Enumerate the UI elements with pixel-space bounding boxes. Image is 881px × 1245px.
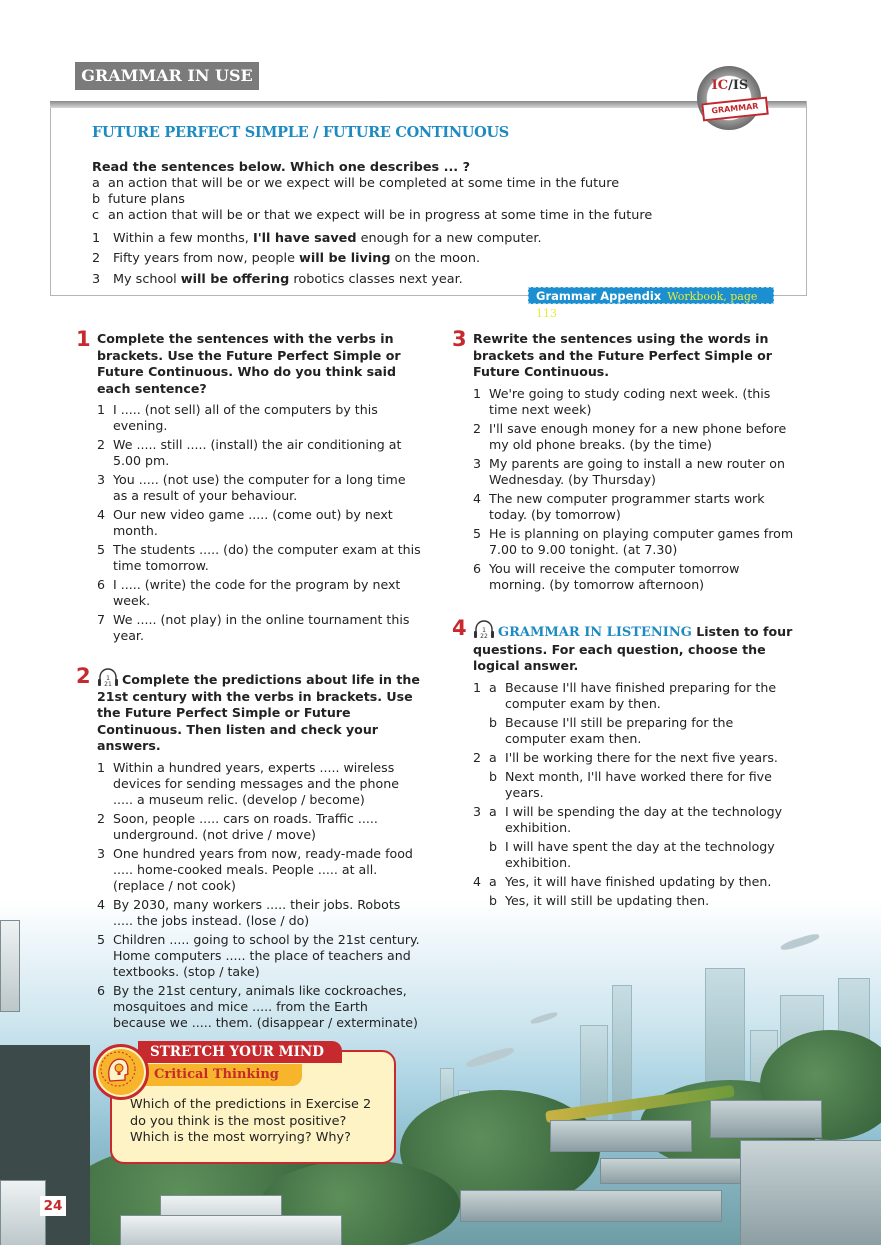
exercise-items bbox=[97, 402, 422, 644]
section-tag: GRAMMAR IN USE bbox=[75, 62, 259, 90]
item-number: 4 bbox=[473, 490, 482, 506]
exercise-item bbox=[473, 715, 797, 747]
item-number: 6 bbox=[97, 982, 106, 998]
item-text: By the 21st century, animals like cockroaches, mosquitoes and mice ..... from the Earth because we ..... them. (disappear / exterminate) bbox=[113, 982, 418, 1030]
exercise-item bbox=[473, 561, 797, 593]
item-text: I will have spent the day at the technology exhibition. bbox=[505, 838, 775, 870]
item-text: By 2030, many workers ..... their jobs. Robots ..... the jobs instead. (lose / do) bbox=[113, 896, 401, 928]
option-key: a bbox=[92, 176, 100, 191]
item-text: My parents are going to install a new router on Wednesday. (by Thursday) bbox=[489, 455, 785, 487]
item-number: 2 bbox=[473, 749, 482, 765]
exercise-item bbox=[473, 421, 797, 453]
exercise-2 bbox=[76, 664, 422, 1034]
example-verb: I'll have saved bbox=[252, 231, 357, 246]
exercise-instruction bbox=[473, 620, 797, 675]
item-text: I ..... (write) the code for the program by next week. bbox=[113, 577, 401, 608]
exercise-instruction: Rewrite the sentences using the words in brackets and the Future Perfect Simple or Future Continuous. bbox=[473, 331, 773, 379]
exercise-item bbox=[473, 839, 797, 871]
item-option-letter: b bbox=[489, 714, 497, 730]
badge-ic: IC bbox=[711, 78, 729, 93]
exercise-item bbox=[473, 526, 797, 558]
badge-slash: / bbox=[728, 78, 733, 93]
grammar-option bbox=[92, 208, 652, 223]
audio-track-number: 1 21 bbox=[104, 675, 112, 688]
exercise-item bbox=[97, 846, 422, 894]
building-block bbox=[740, 1140, 881, 1245]
example-text: robotics classes next year. bbox=[289, 272, 463, 287]
exercise-item bbox=[97, 507, 422, 539]
grammar-box-topbar bbox=[50, 101, 806, 108]
item-text: We ..... still ..... (install) the air conditioning at 5.00 pm. bbox=[113, 437, 402, 468]
audio-track-number: 1 22 bbox=[480, 627, 488, 640]
exercise-item bbox=[97, 437, 422, 469]
exercise-instruction: Complete the sentences with the verbs in brackets. Use the Future Perfect Simple or Future Continuous. Who do you think said each sentence? bbox=[97, 331, 401, 396]
building-block bbox=[120, 1215, 342, 1245]
example-number: 1 bbox=[92, 231, 101, 246]
item-option-letter: a bbox=[489, 873, 497, 889]
item-text: I'll be working there for the next five years. bbox=[505, 749, 778, 765]
exercise-number: 4 bbox=[452, 616, 467, 640]
exercise-item bbox=[473, 491, 797, 523]
item-text: You ..... (not use) the computer for a long time as a result of your behaviour. bbox=[113, 472, 406, 503]
instruction-text: Complete the predictions about life in the 21st century with the verbs in brackets. Use the Future Perfect Simple or Future Continuous. Then listen and check your answers. bbox=[97, 672, 420, 753]
exercise-item bbox=[97, 932, 422, 980]
item-text: I will be spending the day at the technology exhibition. bbox=[505, 803, 783, 835]
building-block bbox=[710, 1100, 822, 1138]
option-text: an action that will be or that we expect will be in progress at some time in the future bbox=[108, 208, 653, 223]
example-verb: will be living bbox=[299, 251, 391, 266]
example-number: 2 bbox=[92, 251, 101, 266]
item-number: 5 bbox=[97, 931, 106, 947]
grammar-option bbox=[92, 176, 619, 191]
item-option-letter: a bbox=[489, 679, 497, 695]
item-option-letter: b bbox=[489, 892, 497, 908]
item-number bbox=[473, 893, 489, 909]
item-number: 6 bbox=[473, 560, 482, 576]
item-number: 2 bbox=[97, 437, 106, 452]
grammar-example bbox=[92, 231, 542, 246]
page-number: 24 bbox=[40, 1196, 66, 1216]
item-number: 6 bbox=[97, 577, 106, 592]
exercise-item bbox=[473, 456, 797, 488]
exercise-item bbox=[97, 612, 422, 644]
example-verb: will be offering bbox=[180, 272, 290, 287]
exercise-instruction bbox=[97, 668, 422, 755]
stretch-title: STRETCH YOUR MIND bbox=[138, 1041, 342, 1063]
item-option-letter: b bbox=[489, 768, 497, 784]
badge-ribbon: GRAMMAR bbox=[701, 97, 769, 122]
exercise-item bbox=[97, 542, 422, 574]
exercise-item bbox=[97, 897, 422, 929]
item-text: He is planning on playing computer games from 7.00 to 9.00 tonight. (at 7.30) bbox=[489, 525, 794, 557]
exercise-items bbox=[473, 386, 797, 593]
exercise-item bbox=[473, 769, 797, 801]
item-number bbox=[473, 715, 489, 747]
item-text: Next month, I'll have worked there for five years. bbox=[505, 768, 772, 800]
item-number: 4 bbox=[97, 896, 106, 912]
exercise-items bbox=[97, 760, 422, 1031]
item-number: 5 bbox=[473, 525, 482, 541]
building-block bbox=[550, 1120, 692, 1152]
stretch-question: Which of the predictions in Exercise 2 do you think is the most positive? Which is the most worrying? Why? bbox=[130, 1097, 372, 1145]
option-text: future plans bbox=[108, 192, 185, 207]
item-text: Yes, it will still be updating then. bbox=[505, 892, 710, 908]
example-text: Within a few months, bbox=[113, 231, 253, 246]
example-number: 3 bbox=[92, 272, 101, 287]
exercise-item bbox=[473, 893, 797, 909]
lightbulb-head-icon bbox=[93, 1044, 149, 1100]
exercise-item bbox=[97, 472, 422, 504]
item-number bbox=[473, 839, 489, 871]
item-option-letter: b bbox=[489, 838, 497, 854]
item-text: The students ..... (do) the computer exam at this time tomorrow. bbox=[113, 542, 421, 573]
item-number bbox=[473, 769, 489, 801]
item-text: I'll save enough money for a new phone before my old phone breaks. (by the time) bbox=[489, 420, 787, 452]
appendix-label: Grammar Appendix bbox=[536, 289, 662, 303]
audio-track-icon[interactable] bbox=[473, 620, 495, 640]
exercise-3 bbox=[452, 327, 797, 596]
item-text: Because I'll have finished preparing for the computer exam by then. bbox=[505, 679, 777, 711]
grammar-example bbox=[92, 272, 463, 287]
item-text: Yes, it will have finished updating by then. bbox=[505, 873, 772, 889]
exercise-item bbox=[473, 680, 797, 712]
exercise-item bbox=[473, 874, 797, 890]
exercise-item bbox=[473, 386, 797, 418]
audio-track-icon[interactable] bbox=[97, 668, 119, 688]
item-option-letter: a bbox=[489, 803, 497, 819]
item-number: 4 bbox=[473, 873, 482, 889]
building-block bbox=[460, 1190, 722, 1222]
example-text: enough for a new computer. bbox=[356, 231, 542, 246]
item-text: I ..... (not sell) all of the computers by this evening. bbox=[113, 402, 378, 433]
item-text: We're going to study coding next week. (this time next week) bbox=[489, 385, 771, 417]
exercise-number: 3 bbox=[452, 327, 467, 351]
example-text: Fifty years from now, people bbox=[113, 251, 300, 266]
item-option-letter: a bbox=[489, 749, 497, 765]
overhang-structure bbox=[0, 920, 20, 1012]
exercise-1 bbox=[76, 327, 422, 647]
item-number: 3 bbox=[473, 803, 482, 819]
item-number: 5 bbox=[97, 542, 106, 557]
badge-label bbox=[708, 78, 752, 93]
example-text: My school bbox=[113, 272, 181, 287]
badge-is: IS bbox=[732, 78, 749, 93]
example-text: on the moon. bbox=[390, 251, 481, 266]
stretch-subtitle: Critical Thinking bbox=[138, 1064, 302, 1086]
item-text: Children ..... going to school by the 21st century. Home computers ..... the place of teachers and textbooks. (stop / take) bbox=[113, 931, 420, 979]
workbook-ref: Workbook, page 113 bbox=[536, 290, 758, 320]
grammar-example bbox=[92, 251, 480, 266]
exercise-item bbox=[473, 804, 797, 836]
item-text: You will receive the computer tomorrow morning. (by tomorrow afternoon) bbox=[489, 560, 740, 592]
item-number: 4 bbox=[97, 507, 106, 522]
item-number: 1 bbox=[473, 679, 482, 695]
exercise-item bbox=[97, 811, 422, 843]
item-text: Our new video game ..... (come out) by next month. bbox=[113, 507, 393, 538]
grammar-appendix-link[interactable] bbox=[528, 287, 774, 320]
exercise-number: 1 bbox=[76, 327, 91, 351]
item-number: 1 bbox=[473, 385, 482, 401]
item-text: Because I'll still be preparing for the computer exam then. bbox=[505, 714, 734, 746]
grammar-option bbox=[92, 192, 185, 207]
item-text: The new computer programmer starts work today. (by tomorrow) bbox=[489, 490, 765, 522]
exercise-number: 2 bbox=[76, 664, 91, 688]
option-text: an action that will be or we expect will be completed at some time in the future bbox=[108, 176, 620, 191]
exercise-item bbox=[97, 577, 422, 609]
option-key: b bbox=[92, 192, 101, 207]
exercise-item bbox=[97, 983, 422, 1031]
item-text: Soon, people ..... cars on roads. Traffic ..... underground. (not drive / move) bbox=[113, 810, 378, 842]
grammar-question: Read the sentences below. Which one describes ... ? bbox=[92, 160, 471, 175]
item-number: 3 bbox=[473, 455, 482, 471]
item-number: 3 bbox=[97, 845, 106, 861]
exercise-item bbox=[473, 750, 797, 766]
option-key: c bbox=[92, 208, 100, 223]
exercise-item bbox=[97, 760, 422, 808]
item-text: Within a hundred years, experts ..... wireless devices for sending messages and the phone ..... a museum relic. (develop / become) bbox=[113, 759, 399, 807]
listening-title: GRAMMAR IN LISTENING bbox=[498, 625, 692, 640]
item-number: 1 bbox=[97, 402, 106, 417]
item-text: One hundred years from now, ready-made food ..... home-cooked meals. People ..... at all. (replace / not cook) bbox=[113, 845, 413, 893]
instruction-text: Listen to four questions. For each question, choose the logical answer. bbox=[473, 624, 793, 673]
item-number: 7 bbox=[97, 612, 106, 627]
item-number: 2 bbox=[473, 420, 482, 436]
exercise-item bbox=[97, 402, 422, 434]
item-number: 3 bbox=[97, 472, 106, 487]
grammar-title: FUTURE PERFECT SIMPLE / FUTURE CONTINUOUS bbox=[92, 124, 509, 141]
exercise-4 bbox=[452, 616, 797, 912]
exercise-items bbox=[473, 680, 797, 909]
item-number: 1 bbox=[97, 759, 106, 775]
item-number: 2 bbox=[97, 810, 106, 826]
item-text: We ..... (not play) in the online tournament this year. bbox=[113, 612, 410, 643]
